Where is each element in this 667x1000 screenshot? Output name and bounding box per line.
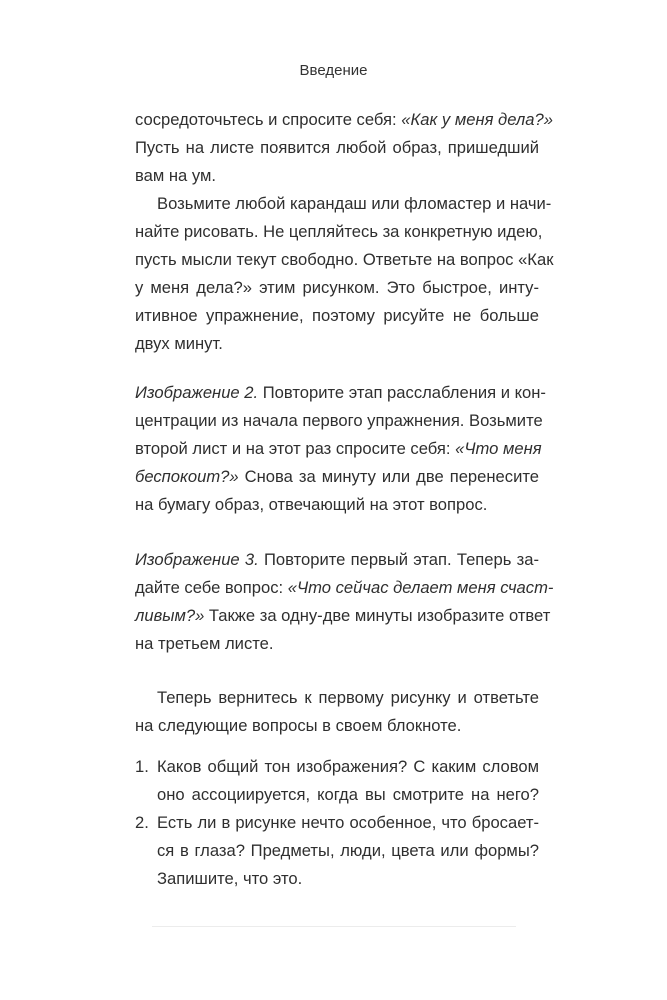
text-line — [135, 190, 552, 218]
text-line: оно ассоциируется, когда вы смотрите на него? — [157, 785, 539, 804]
text: дайте себе вопрос: — [135, 578, 288, 597]
paragraph-questions-intro — [135, 684, 539, 740]
page-divider — [152, 926, 516, 927]
text-line — [135, 712, 539, 740]
text-line: Есть ли в рисунке нечто особенное, что бросает- — [157, 813, 539, 832]
text: пусть мысли текут свободно. Ответьте на вопрос «Как — [135, 250, 554, 269]
italic-text: Изображение 2. — [135, 383, 259, 402]
text: итивное упражнение, поэтому рисуйте не больше — [135, 306, 539, 325]
text-line — [135, 106, 553, 134]
paragraph-image-3 — [135, 546, 554, 658]
text: двух минут. — [135, 334, 223, 353]
text: Повторите этап расслабления и кон- — [258, 383, 546, 402]
list-item — [135, 809, 539, 893]
question-list — [135, 753, 539, 893]
text-line — [135, 407, 543, 435]
text: центрации из начала первого упражнения. Возьмите — [135, 411, 543, 430]
text-line — [135, 491, 539, 519]
text: Возьмите любой карандаш или фломастер и начи- — [157, 194, 552, 213]
text-line — [135, 330, 539, 358]
text-line: Каков общий тон изображения? С каким словом — [157, 757, 539, 776]
text: сосредоточьтесь и спросите себя: — [135, 110, 402, 129]
text: у меня дела?» этим рисунком. Это быстрое, инту- — [135, 278, 539, 297]
text-line — [135, 134, 539, 162]
text-line — [135, 302, 539, 330]
text-line — [135, 246, 554, 274]
text: Теперь вернитесь к первому рисунку и ответьте — [157, 688, 539, 707]
text-line — [135, 546, 539, 574]
text-line — [135, 684, 539, 712]
list-number: 1. — [135, 757, 149, 776]
italic-text: беспокоит?» — [135, 467, 239, 486]
text-line — [135, 162, 539, 190]
text-line — [135, 218, 543, 246]
text-line — [135, 630, 539, 658]
text-line: Запишите, что это. — [157, 869, 303, 888]
italic-text: «Как у меня дела?» — [401, 110, 553, 129]
text: вам на ум. — [135, 166, 217, 185]
text: Пусть на листе появится любой образ, пришедший — [135, 138, 539, 157]
text-line — [135, 274, 539, 302]
text-line — [135, 379, 546, 407]
text: Повторите первый этап. Теперь за- — [258, 550, 539, 569]
text: на третьем листе. — [135, 634, 274, 653]
text-line — [135, 435, 542, 463]
list-number: 2. — [135, 813, 149, 832]
paragraph-intro — [135, 106, 554, 358]
italic-text: «Что меня — [455, 439, 542, 458]
text: найте рисовать. Не цепляйтесь за конкретную идею, — [135, 222, 543, 241]
text: Снова за минуту или две перенесите — [238, 467, 539, 486]
text-line — [135, 463, 539, 491]
text-line — [135, 574, 554, 602]
text: Также за одну-две минуты изобразите ответ — [204, 606, 551, 625]
paragraph-image-2 — [135, 379, 546, 519]
text: второй лист и на этот раз спросите себя: — [135, 439, 456, 458]
text: на следующие вопросы в своем блокноте. — [135, 716, 462, 735]
text-line: ся в глаза? Предметы, люди, цвета или формы? — [157, 841, 539, 860]
italic-text: Изображение 3. — [135, 550, 259, 569]
italic-text: «Что сейчас делает меня счаст- — [287, 578, 554, 597]
list-item — [135, 753, 539, 809]
running-header: Введение — [299, 62, 368, 79]
text-line — [135, 602, 551, 630]
italic-text: ливым?» — [135, 606, 205, 625]
text: на бумагу образ, отвечающий на этот вопрос. — [135, 495, 488, 514]
